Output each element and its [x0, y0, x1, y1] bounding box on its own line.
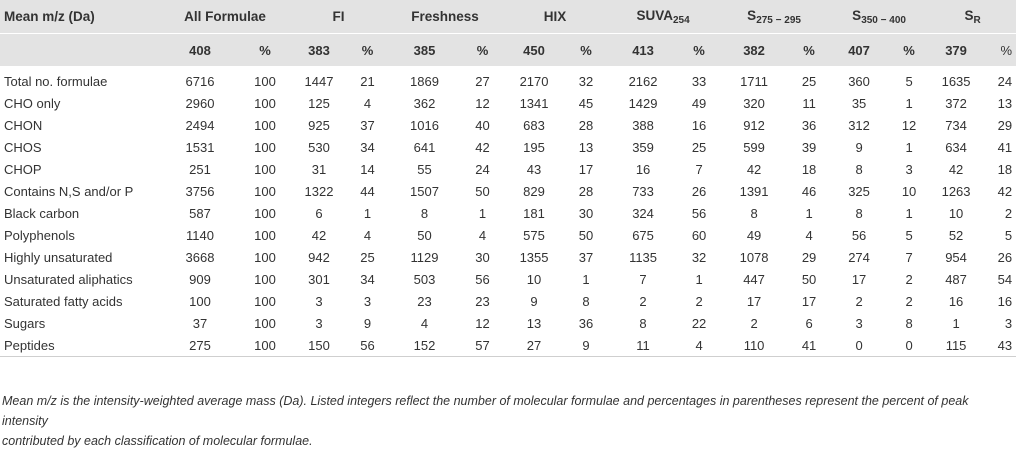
cell-count: 16 [948, 293, 964, 309]
cell-count: 10 [948, 205, 964, 221]
cell-percent: 24 [997, 73, 1013, 89]
cell-count: 2494 [185, 117, 215, 133]
header-group-name: S [747, 7, 757, 23]
row-label: Unsaturated aliphatics [4, 271, 133, 287]
table-row [0, 290, 1016, 312]
header-group-subscript: 275 − 295 [756, 14, 801, 26]
cell-percent: 8 [905, 315, 913, 331]
header-percent: % [983, 34, 1016, 67]
table-row [0, 114, 1016, 136]
cell-count: 4 [420, 315, 429, 331]
cell-percent: 26 [997, 249, 1013, 265]
cell-percent: 1 [695, 271, 703, 287]
cell-percent: 41 [789, 334, 829, 357]
cell-percent: 56 [475, 271, 490, 287]
cell-count: 503 [413, 271, 436, 287]
cell-percent: 26 [691, 183, 707, 199]
cell-count: 10 [526, 271, 542, 287]
cell-percent: 100 [254, 161, 276, 177]
header-mean-mz: 408 [160, 34, 240, 67]
cell-percent: 37 [360, 117, 375, 133]
cell-percent: 100 [254, 117, 276, 133]
cell-percent: 32 [691, 249, 707, 265]
cell-percent: 24 [475, 161, 490, 177]
cell-count: 49 [746, 227, 762, 243]
cell-percent: 100 [254, 249, 276, 265]
cell-percent: 44 [360, 183, 375, 199]
cell-percent: 56 [348, 334, 387, 357]
cell-percent: 100 [254, 183, 276, 199]
cell-percent: 34 [360, 271, 375, 287]
cell-percent: 30 [475, 249, 490, 265]
cell-percent: 100 [254, 95, 276, 111]
cell-percent: 36 [578, 315, 594, 331]
cell-count: 3668 [185, 249, 215, 265]
cell-percent: 6 [805, 315, 813, 331]
cell-percent: 40 [475, 117, 490, 133]
cell-percent: 25 [801, 73, 817, 89]
row-label: Polyphenols [4, 227, 75, 243]
cell-count: 35 [851, 95, 867, 111]
cell-percent: 60 [691, 227, 707, 243]
cell-count: 7 [639, 271, 647, 287]
cell-percent: 56 [691, 205, 707, 221]
header-mean-mz: 385 [387, 34, 462, 67]
cell-count: 13 [526, 315, 542, 331]
header-percent: % [565, 34, 607, 67]
cell-count: 8 [639, 315, 647, 331]
cell-count: 8 [750, 205, 758, 221]
cell-percent: 33 [691, 73, 707, 89]
table-row [0, 202, 1016, 224]
cell-count: 115 [929, 334, 983, 357]
cell-percent: 1 [363, 205, 372, 221]
cell-percent: 29 [997, 117, 1013, 133]
cell-percent: 5 [905, 227, 913, 243]
cell-percent: 13 [578, 139, 594, 155]
cell-count: 3 [315, 315, 323, 331]
cell-percent: 12 [901, 117, 917, 133]
header-percent: % [462, 34, 503, 67]
cell-percent: 1 [582, 271, 590, 287]
cell-count: 2 [855, 293, 863, 309]
cell-count: 17 [851, 271, 867, 287]
header-group-name: Freshness [411, 9, 479, 24]
cell-count: 23 [417, 293, 432, 309]
table-row [0, 70, 1016, 92]
cell-percent: 100 [254, 73, 276, 89]
cell-count: 42 [948, 161, 964, 177]
cell-count: 1447 [304, 73, 334, 89]
header-percent: % [240, 34, 290, 67]
cell-percent: 11 [802, 95, 816, 111]
cell-count: 2 [750, 315, 758, 331]
cell-percent: 43 [983, 334, 1016, 357]
cell-percent: 23 [475, 293, 490, 309]
table-row [0, 246, 1016, 268]
cell-count: 587 [189, 205, 211, 221]
cell-count: 912 [743, 117, 765, 133]
cell-percent: 4 [363, 227, 372, 243]
cell-count: 734 [945, 117, 967, 133]
cell-count: 320 [743, 95, 765, 111]
cell-percent: 100 [240, 334, 290, 357]
cell-percent: 21 [360, 73, 375, 89]
cell-count: 575 [523, 227, 545, 243]
cell-count: 195 [523, 139, 545, 155]
cell-percent: 100 [254, 315, 276, 331]
cell-percent: 4 [363, 95, 372, 111]
cell-percent: 3 [1004, 315, 1013, 331]
cell-count: 675 [632, 227, 654, 243]
cell-count: 312 [848, 117, 870, 133]
cell-count: 1507 [410, 183, 439, 199]
cell-count: 110 [719, 334, 789, 357]
header-mean-mz: 383 [290, 34, 348, 67]
cell-count: 3756 [185, 183, 215, 199]
cell-count: 150 [290, 334, 348, 357]
cell-percent: 46 [801, 183, 817, 199]
cell-percent: 50 [578, 227, 594, 243]
cell-count: 1391 [739, 183, 769, 199]
cell-percent: 1 [478, 205, 487, 221]
header-group-3 [503, 0, 607, 34]
cell-percent: 10 [901, 183, 917, 199]
table-row [0, 334, 1016, 357]
cell-percent: 30 [578, 205, 594, 221]
cell-count: 3 [855, 315, 863, 331]
header-group-subscript: R [973, 14, 981, 26]
cell-count: 1322 [304, 183, 334, 199]
table-row [0, 268, 1016, 290]
cell-percent: 100 [254, 227, 276, 243]
row-label: Saturated fatty acids [4, 293, 123, 309]
cell-count: 360 [848, 73, 870, 89]
row-label: CHOS [4, 139, 42, 155]
cell-count: 11 [607, 334, 679, 357]
cell-percent: 42 [475, 139, 490, 155]
table-header [0, 0, 1016, 66]
cell-percent: 54 [997, 271, 1013, 287]
cell-percent: 7 [905, 249, 913, 265]
header-percent: % [348, 34, 387, 67]
cell-percent: 9 [565, 334, 607, 357]
row-label: Total no. formulae [4, 73, 108, 89]
cell-count: 125 [308, 95, 330, 111]
table-row [0, 224, 1016, 246]
cell-count: 3 [315, 293, 323, 309]
cell-percent: 18 [997, 161, 1013, 177]
header-row-groups [0, 0, 1016, 34]
cell-count: 2170 [519, 73, 549, 89]
cell-percent: 3 [905, 161, 913, 177]
cell-count: 909 [189, 271, 211, 287]
cell-percent: 32 [578, 73, 594, 89]
cell-percent: 29 [801, 249, 817, 265]
cell-percent: 37 [578, 249, 594, 265]
cell-percent: 1 [905, 205, 913, 221]
cell-percent: 100 [254, 205, 276, 221]
cell-percent: 1 [905, 95, 913, 111]
header-blank [0, 34, 160, 67]
cell-percent: 45 [578, 95, 594, 111]
cell-count: 275 [160, 334, 240, 357]
cell-percent: 12 [475, 315, 490, 331]
cell-percent: 49 [691, 95, 707, 111]
cell-count: 1711 [740, 73, 769, 89]
cell-count: 274 [848, 249, 870, 265]
cell-count: 447 [743, 271, 765, 287]
table-row [0, 92, 1016, 114]
cell-count: 56 [851, 227, 867, 243]
cell-percent: 57 [462, 334, 503, 357]
cell-percent: 9 [363, 315, 372, 331]
cell-percent: 50 [801, 271, 817, 287]
cell-count: 829 [523, 183, 545, 199]
cell-count: 37 [192, 315, 208, 331]
row-label: Contains N,S and/or P [4, 183, 134, 199]
cell-count: 325 [848, 183, 870, 199]
cell-count: 1635 [941, 73, 971, 89]
cell-percent: 42 [997, 183, 1013, 199]
table-row [0, 180, 1016, 202]
header-group-1 [290, 0, 387, 34]
row-label: Highly unsaturated [4, 249, 113, 265]
cell-count: 8 [855, 161, 863, 177]
cell-percent: 5 [905, 73, 913, 89]
header-percent: % [789, 34, 829, 67]
header-group-name: All Formulae [184, 9, 266, 24]
cell-percent: 25 [360, 249, 375, 265]
header-group-6 [829, 0, 929, 34]
cell-count: 0 [829, 334, 889, 357]
cell-percent: 34 [360, 139, 375, 155]
cell-percent: 3 [363, 293, 372, 309]
cell-percent: 4 [805, 227, 813, 243]
header-group-name: SUVA [636, 7, 673, 23]
cell-count: 31 [311, 161, 327, 177]
cell-count: 43 [526, 161, 542, 177]
cell-count: 599 [743, 139, 765, 155]
cell-count: 2 [639, 293, 647, 309]
cell-percent: 28 [578, 183, 594, 199]
cell-percent: 5 [1004, 227, 1013, 243]
cell-percent: 41 [997, 139, 1013, 155]
cell-percent: 2 [695, 293, 703, 309]
cell-count: 6 [315, 205, 323, 221]
cell-percent: 27 [475, 73, 490, 89]
cell-count: 1016 [410, 117, 439, 133]
cell-percent: 36 [801, 117, 817, 133]
cell-percent: 17 [801, 293, 817, 309]
header-group-4 [607, 0, 719, 34]
cell-count: 942 [308, 249, 330, 265]
cell-percent: 2 [905, 293, 913, 309]
header-mean-mz: 413 [607, 34, 679, 67]
cell-count: 1355 [519, 249, 549, 265]
cell-count: 9 [530, 293, 538, 309]
row-label: Peptides [0, 334, 160, 357]
cell-count: 1429 [628, 95, 658, 111]
cell-count: 100 [189, 293, 211, 309]
cell-count: 1078 [739, 249, 769, 265]
header-group-subscript: 254 [672, 14, 690, 26]
cell-percent: 50 [475, 183, 490, 199]
table-body [0, 66, 1016, 357]
cell-count: 372 [945, 95, 967, 111]
cell-percent: 18 [801, 161, 817, 177]
cell-count: 42 [311, 227, 327, 243]
cell-percent: 12 [475, 95, 490, 111]
header-group-7 [929, 0, 1016, 34]
header-group-5 [719, 0, 829, 34]
cell-count: 1 [952, 315, 960, 331]
cell-percent: 2 [1004, 205, 1013, 221]
cell-count: 17 [746, 293, 762, 309]
row-label: CHON [4, 117, 43, 133]
footnote-line-2: contributed by each classification of molecular formulae. [2, 434, 313, 448]
cell-count: 2960 [185, 95, 215, 111]
cell-count: 1869 [410, 73, 439, 89]
cell-count: 301 [308, 271, 330, 287]
cell-percent: 2 [905, 271, 913, 287]
header-group-name: FI [332, 9, 345, 24]
footnote-line-1: Mean m/z is the intensity-weighted average mass (Da). Listed integers reflect the number of molecular formulae and percentages in parentheses represent the percent of peak intensity [2, 394, 969, 428]
cell-count: 55 [417, 161, 432, 177]
cell-count: 9 [855, 139, 863, 155]
cell-count: 50 [417, 227, 432, 243]
cell-count: 1263 [941, 183, 971, 199]
row-label: Black carbon [4, 205, 80, 221]
cell-count: 2162 [628, 73, 658, 89]
cell-count: 27 [503, 334, 565, 357]
cell-percent: 100 [254, 293, 276, 309]
table-footnote [0, 391, 1016, 451]
header-percent: % [889, 34, 929, 67]
table-row [0, 158, 1016, 180]
cell-count: 359 [632, 139, 654, 155]
cell-percent: 39 [801, 139, 817, 155]
cell-count: 641 [413, 139, 436, 155]
cell-percent: 0 [889, 334, 929, 357]
header-group-name: S [852, 7, 862, 23]
cell-count: 954 [945, 249, 967, 265]
cell-percent: 4 [478, 227, 487, 243]
header-mean-mz: 407 [829, 34, 889, 67]
cell-percent: 100 [254, 271, 276, 287]
cell-percent: 7 [695, 161, 703, 177]
header-label: Mean m/z (Da) [0, 0, 160, 34]
cell-count: 181 [523, 205, 545, 221]
cell-percent: 16 [997, 293, 1013, 309]
cell-percent: 25 [691, 139, 707, 155]
row-label: Sugars [4, 315, 46, 331]
cell-count: 52 [948, 227, 964, 243]
cell-percent: 100 [254, 139, 276, 155]
cell-count: 8 [420, 205, 429, 221]
cell-count: 152 [387, 334, 462, 357]
table-row [0, 136, 1016, 158]
header-mean-mz: 379 [929, 34, 983, 67]
cell-percent: 4 [679, 334, 719, 357]
cell-percent: 14 [360, 161, 375, 177]
cell-count: 16 [635, 161, 651, 177]
cell-count: 530 [308, 139, 330, 155]
row-label: CHOP [4, 161, 42, 177]
cell-count: 388 [632, 117, 654, 133]
header-group-0 [160, 0, 290, 34]
cell-percent: 28 [578, 117, 594, 133]
header-group-subscript: 350 − 400 [861, 14, 906, 26]
cell-count: 251 [189, 161, 211, 177]
cell-percent: 13 [997, 95, 1013, 111]
cell-count: 362 [413, 95, 436, 111]
cell-percent: 17 [578, 161, 594, 177]
header-mean-mz: 382 [719, 34, 789, 67]
cell-count: 324 [632, 205, 654, 221]
cell-percent: 22 [691, 315, 707, 331]
cell-count: 1135 [629, 249, 658, 265]
cell-percent: 8 [582, 293, 590, 309]
cell-count: 1341 [519, 95, 549, 111]
cell-count: 733 [632, 183, 654, 199]
cell-count: 6716 [185, 73, 215, 89]
cell-count: 8 [855, 205, 863, 221]
cell-percent: 1 [805, 205, 813, 221]
cell-count: 487 [945, 271, 967, 287]
cell-count: 634 [945, 139, 967, 155]
cell-count: 1531 [185, 139, 215, 155]
header-mean-mz: 450 [503, 34, 565, 67]
cell-percent: 16 [691, 117, 707, 133]
cell-count: 925 [308, 117, 330, 133]
header-group-2 [387, 0, 503, 34]
cell-count: 1129 [410, 249, 439, 265]
row-label: CHO only [4, 95, 61, 111]
header-group-name: S [964, 7, 974, 23]
header-row-means [0, 34, 1016, 67]
header-percent: % [679, 34, 719, 67]
header-group-name: HIX [543, 9, 567, 24]
table-row [0, 312, 1016, 334]
cell-count: 42 [746, 161, 762, 177]
cell-count: 683 [523, 117, 545, 133]
cell-percent: 1 [905, 139, 913, 155]
cell-count: 1140 [186, 227, 214, 243]
